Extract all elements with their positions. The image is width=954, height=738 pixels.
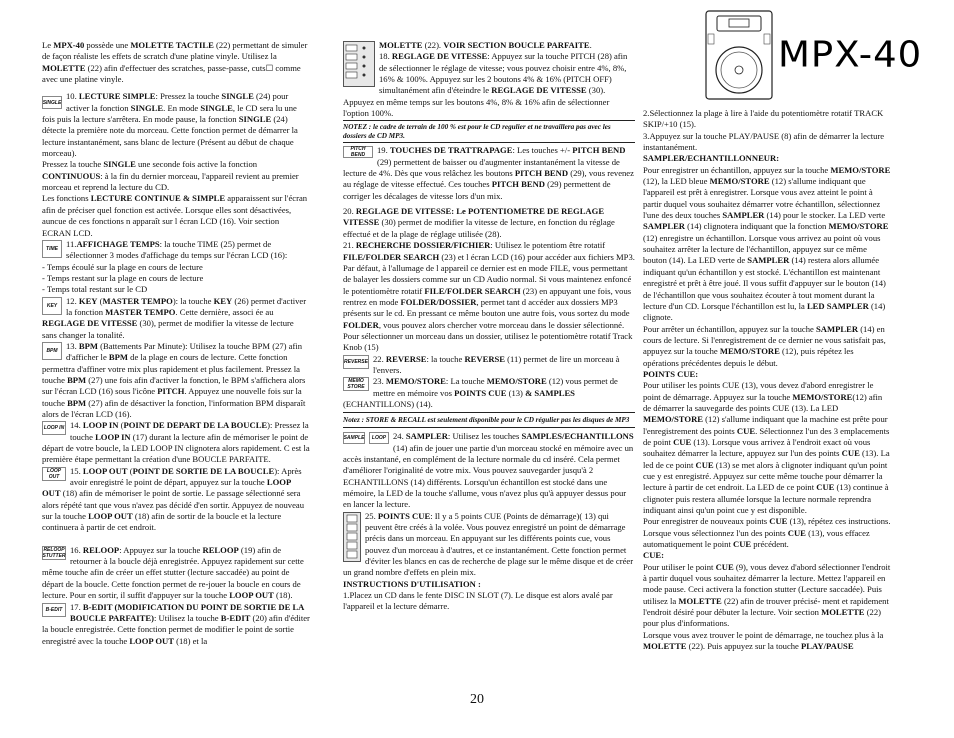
- cd-player-device-icon: [705, 10, 773, 100]
- pitch-range-buttons-icon: [343, 41, 375, 87]
- column-left: [42, 40, 310, 647]
- cue-paragraph-2: Lorsque vous avez trouver le point de démarrage, ne touchez plus à la MOLETTE (22). Puis appuyez sur la touche PLAY/PAUSE: [643, 629, 884, 652]
- section-13-bpm: BPM 13. BPM (Battements Par Minute): Utilisez la touche BPM (27) afin d'afficher le BPM de la plage en cours de lecture. Cette fonction permettra d'affiner votre mix plus rapidement et plus facilement. Pressez la touche BPM (27) une fois afin d'activer la fonction, le BPM s'affichera alors sur l'écran LCD (16) sous l'icône PITCH. Appuyez une nouvelle fois sur la touche BPM (27) afin de désactiver la fonction, l'information BPM disparaît alors de l'écran LCD (16).: [42, 340, 306, 419]
- sampler-paragraph-1: Pour enregistrer un échantillon, appuyez sur la touche MEMO/STORE (12), la LED bleue MEMO/STORE (12) s'allume indiquant que l'appareil est prêt à enregistrer. Lorsque vous avez atteint le point à partir duquel vous souhaitez démarrer votre échantillon, sélectionnez l'une des deux touches SAMPLER (14) pour le stocker. La LED verte SAMPLER (14) clignotera indiquant que la fonction MEMO/STORE (12) enregistre un échantillon. Lorsque vous arrivez au point où vous souhaitez arrêter la lecture de l'échantillon, appuyez sur ce même bouton (14). La LED verte de SAMPLER (14) restera alors allumée indiquant qu'un échantillon y est stocké. L'échantillon est maintenant enregistré et prêt à être joué. Il vous suffit d'appuyer sur le bouton (14) de l'échantillon que vous souhaitez écouter à tout moment durant la lecture d'un CD. Lorsque l'échantillon est lu, la LED SAMPLER (14) clignote.: [643, 164, 891, 323]
- section-14-loop-in: LOOP IN 14. LOOP IN (POINT DE DEPART DE LA BOUCLE): Pressez la touche LOOP IN (17) durant la lecture afin de mémoriser le point de départ de votre boucle, la LED LOOP IN clignotera alors rapidement. C est la première étape permettant la création d'une BOUCLE PARFAITE.: [42, 420, 310, 465]
- section-19-pitch-bend: PITCH BEND 19. TOUCHES DE TRATTRAPAGE: Les touches +/- PITCH BEND (29) permettent de baisser ou d'augmenter instantanément la vitesse de lecture de 4%. Dès que vous relâchez les boutons PITCH BEND (29), vous revenez au réglage de vitesse effectué. Ces touches PITCH BEND (29) permettent de corriger les décalages de vitesse lors d'un mix.: [343, 145, 634, 201]
- b-edit-button-icon: B-EDIT: [42, 603, 66, 617]
- instruction-step-3: 3.Appuyez sur la touche PLAY/PAUSE (8) afin de démarrer la lecture instantanément.: [643, 130, 885, 153]
- paragraph-molette: Le MPX-40 possède une MOLETTE TACTILE (22) permettant de simuler de façon réaliste les effets de scratch d'une platine vinyle. Utilisez la MOLETTE (22) afin d'effectuer des scratches, passe-passe, cuts☐ comme avec une platine vinyle.: [42, 40, 308, 85]
- sampler-title: SAMPLER/ECHANTILLONNEUR:: [643, 153, 780, 164]
- section-24-sampler: SAMPLE LOOP 24. SAMPLER: Utilisez les touches SAMPLES/ECHANTILLONS (14) afin de jouer une partie d'un morceau stocké en mémoire avec un accès instantané, en complément de la lecture normale du cd inséré. Cela permet d'améliorer l'originalité de votre mix. Vous pouvez sauvegarder jusqu'à 2 ECHANTILLONS (14) différents. Lorsqu'un échantillon est stocké dans une mémoire, la LED de la touche s'allume, vous n'avez plus qu'à appuyer dessus pour en lancer la lecture.: [343, 431, 634, 510]
- column-right: [643, 108, 891, 653]
- section-21-recherche: 21. RECHERCHE DOSSIER/FICHIER: Utilisez le potentiom être rotatif FILE/FOLDER SEARCH (23) et l écran LCD (16) pour accéder aux fichiers MP3. Par défaut, à l'allumage de l appareil ce dernier est en mode FILE, vous permettant de balayer les dossiers comme sur un CD Audio normal. Si vous maintenez enfoncé le potentiomètre rotatif FILE/FOLDER SEARCH (23) en appuyant une fois, vous rentrez en mode FOLDER/DOSSIER, permet tant d accéder aux dossiers MP3 présents sur le cd. En pressant ce même bouton une autre fois, vous sortez du mode FOLDER, vous pouvez alors chercher votre morceau dans le dossier sélectionné. Pour sélectionner un morceau dans un dossier, utilisez le potentiomètre rotatif Track Knob (15): [343, 240, 635, 353]
- sampler-paragraph-2: Pour arrêter un échantillon, appuyez sur la touche SAMPLER (14) en cours de lecture. Si l'enregistrement de ce dernier ne vous satisfait pas, appuyez sur la touche MEMO/STORE (12), puis répétez les opérations précédentes depuis le début.: [643, 323, 886, 368]
- loop-out-button-icon: LOOP OUT: [42, 467, 66, 481]
- list-item: - Temps total restant sur le CD: [42, 284, 148, 295]
- memo-store-button-icon: MEMO STORE: [343, 377, 369, 391]
- cue-points-buttons-icon: [343, 512, 361, 562]
- column-middle: [343, 40, 635, 613]
- section-11-affichage-temps: TIME 11.AFFICHAGE TEMPS: la touche TIME (25) permet de sélectionner 3 modes d'affichage du temps sur l'écran LCD (16):: [42, 239, 310, 262]
- list-item: - Temps écoulé sur la plage en cours de lecture: [42, 261, 203, 272]
- points-cue-paragraph-2: Pour enregistrer de nouveaux points CUE (13), répétez ces instructions. Lorsque vous sélectionnez l'un des points CUE (13), vous effacez automatiquement le point CUE précédent.: [643, 516, 891, 550]
- loop-in-button-icon: LOOP IN: [42, 421, 66, 435]
- section-12-key: KEY 12. KEY (MASTER TEMPO): la touche KEY (26) permet d'activer la fonction MASTER TEMPO. Cette dernière, associ ée au REGLAGE DE VITESSE (30), permet de modifier la vitesse de lecture sans changer la tonalité.: [42, 295, 307, 340]
- reverse-button-icon: REVERSE: [343, 355, 369, 369]
- sample-button-icon: SAMPLE: [343, 432, 365, 444]
- section-17-b-edit: B-EDIT 17. B-EDIT (MODIFICATION DU POINT DE SORTIE DE LA BOUCLE PARFAITE): Utilisez la touche B-EDIT (20) afin d'éditer la boucle enregistrée. Cette fonction permet de modifier le point de sortie enregistré avec la touche LOOP OUT (18) et la: [42, 601, 310, 646]
- page-number: 20: [470, 692, 484, 707]
- section-20-potentiometre: 20. REGLAGE DE VITESSE: Le POTENTIOMETRE DE REGLAGE VITESSE (30) permet de modifier la vitesse de lecture, en fonction du réglage effectué et de la plage de réglage utilisée (28).: [343, 206, 615, 239]
- instruction-step-1: 1.Placez un CD dans le fente DISC IN SLOT (7). Le disque est alors avalé par l'appareil et la lecture démarre.: [343, 590, 613, 612]
- sampler-loop-button-icon: LOOP: [369, 432, 389, 444]
- list-item: - Temps restant sur la plage en cours de lecture: [42, 272, 204, 283]
- brand-logo: MPX-40: [778, 34, 923, 75]
- section-18-reglage-vitesse: 18. REGLAGE DE VITESSE: Appuyez sur la touche PITCH (28) afin de sélectionner le réglage de vitesse; vous pouvez choisir entre 4%, 8%, 16% & 100%. Appuyez sur les 2 boutons 4% & 16% (PITCH OFF) simultanément afin d'éteindre le REGLAGE DE VITESSE (30). Appuyez en même temps sur les boutons 4%, 8% & 16% afin de sélectionner l'option 100%.: [343, 51, 628, 119]
- divider: [343, 427, 635, 428]
- key-button-icon: KEY: [42, 297, 62, 315]
- note-100-percent: NOTEZ : le cadre de terrain de 100 % est pour le CD regulier et ne travaillera pas avec les dossiers de CD MP3.: [343, 123, 611, 141]
- divider: [343, 120, 635, 121]
- instruction-step-2: 2.Sélectionnez la plage à lire à l'aide du potentiomètre rotatif TRACK SKIP/+10 (15).: [643, 108, 884, 130]
- section-15-loop-out: LOOP OUT 15. LOOP OUT (POINT DE SORTIE DE LA BOUCLE): Après avoir enregistré le point de départ, appuyez sur la touche LOOP OUT (18) afin de mémoriser le point de sortie. Le passage sélectionné sera alors répété tant que vous n'avez pas décidé d'en sortir. Appuyez de nouveau sur la touche LOOP OUT (18) afin de sortir de la boucle et la lecture continuera à partir de cet endroit.: [42, 465, 305, 533]
- paragraph-molette-boucle: MOLETTE (22). VOIR SECTION BOUCLE PARFAITE.: [379, 40, 592, 50]
- points-cue-paragraph-1: Pour utiliser les points CUE (13), vous devez d'abord enregistrer le point de démarrage. Appuyez sur la touche MEMO/STORE(12) afin de démarrer la sauvegarde des points CUE (13). La LED MEMO/STORE (12) s'allume indiquant que la machine est prête pour l'enregistrement des points CUE. Sélectionnez l'un des 3 emplacements de point CUE (13). Lorsque vous arrivez à l'endroit exact où vous souhaitez démarrer la lecture, appuyez sur l'un des points CUE (13). La led de ce point CUE (13) se met alors à clignoter indiquant qu'un point cue y est enregistré. Appuyez sur cette même touche pour démarrer la lecture à partir de cet endroit. La LED de ce point CUE (13) continue à clignoter puis restera allumée lorsque la lecture normale reprendra indiquant ainsi qu'un point cue y est disponible.: [643, 380, 890, 516]
- section-23-memo-store: MEMO STORE 23. MEMO/STORE: La touche MEMO/STORE (12) vous permet de mettre en mémoire vos POINTS CUE (13) & SAMPLES (ECHANTILLONS) (14).: [343, 376, 618, 409]
- points-cue-title: POINTS CUE:: [643, 368, 699, 379]
- divider: [343, 412, 635, 413]
- pitch-bend-button-icon: PITCH BEND: [343, 146, 373, 158]
- note-store-recall: Notez : STORE & RECALL est seulement disponible pour le CD régulier pas les disques de MP3: [343, 416, 630, 425]
- section-10-lecture-simple: SINGLE 10. LECTURE SIMPLE: Pressez la touche SINGLE (24) pour activer la fonction SINGLE. En mode SINGLE, le CD sera lu une fois puis la lecture s'arrêtera. En mode pause, la fonction SINGLE (24) détecte la première note du morceau. Cette fonction permet de démarrer la lecture instantanément, sans blanc de lecture (Présent au début de chaque morceau).: [42, 91, 298, 159]
- paragraph-fonctions: Les fonctions LECTURE CONTINUE & SIMPLE apparaissent sur l'écran afin de préciser quel fonction est activée. Lorsque elles sont désactivées, auncue de ces fonctions n apparaît sur l écran LCD (16). Voir section ECRAN LCD.: [42, 193, 308, 238]
- time-button-icon: TIME: [42, 240, 62, 258]
- cue-title: CUE:: [643, 550, 665, 561]
- divider: [343, 142, 635, 143]
- section-16-reloop: RELOOP STUTTER 16. RELOOP: Appuyez sur la touche RELOOP (19) afin de retourner à la boucle déjà enregistrée. Appuyez rapidement sur cette même touche afin de créer un effet stutter (lecture saccadée) au point de départ de la boucle. Cette fonction permet de re-jouer la boucle en cours de lecture. Pour en sortir, il suffit d'appuyer sur la touche LOOP OUT (18).: [42, 544, 304, 601]
- instructions-title: INSTRUCTIONS D'UTILISATION :: [343, 578, 481, 589]
- cue-paragraph-1: Pour utiliser le point CUE (9), vous devez d'abord sélectionner l'endroit à partir duquel vous souhaitez démarrer la lecture. Mettez l'appareil en mode pause. Ceci activera la fonction stutter (Lecture saccadée). Puis utilisez la MOLETTE (22) afin de trouver précisé- ment et rapidement l'endroit désiré pour débuter la lecture. Voir section MOLETTE (22) pour plus d'informations.: [643, 561, 891, 629]
- section-25-points-cue: 25. POINTS CUE: Il y a 5 points CUE (Points de démarrage)( 13) qui peuvent être créés à la volée. Vous pouvez enregistré un point de démarrage précis dans un morceau. En appuyant sur les différents points cue, vous pouvez d'un morceau à d'autres, et ce instantanément. Cette fonction permet d'éviter les blancs en cas de recherche de plage sur le même disque et de créer un grand nombre d'effets en plein mix.: [343, 510, 634, 578]
- paragraph-continuous: Pressez la touche SINGLE une seconde fois active la fonction CONTINUOUS: à la fin du dernier morceau, l'appareil revient au premier morceau et reprend la lecture du CD.: [42, 159, 299, 193]
- reloop-stutter-button-icon: RELOOP STUTTER: [42, 546, 66, 559]
- bpm-button-icon: BPM: [42, 342, 62, 360]
- section-22-reverse: REVERSE 22. REVERSE: la touche REVERSE (11) permet de lire un morceau à l'envers.: [344, 353, 620, 375]
- single-button-icon: SINGLE: [42, 96, 62, 109]
